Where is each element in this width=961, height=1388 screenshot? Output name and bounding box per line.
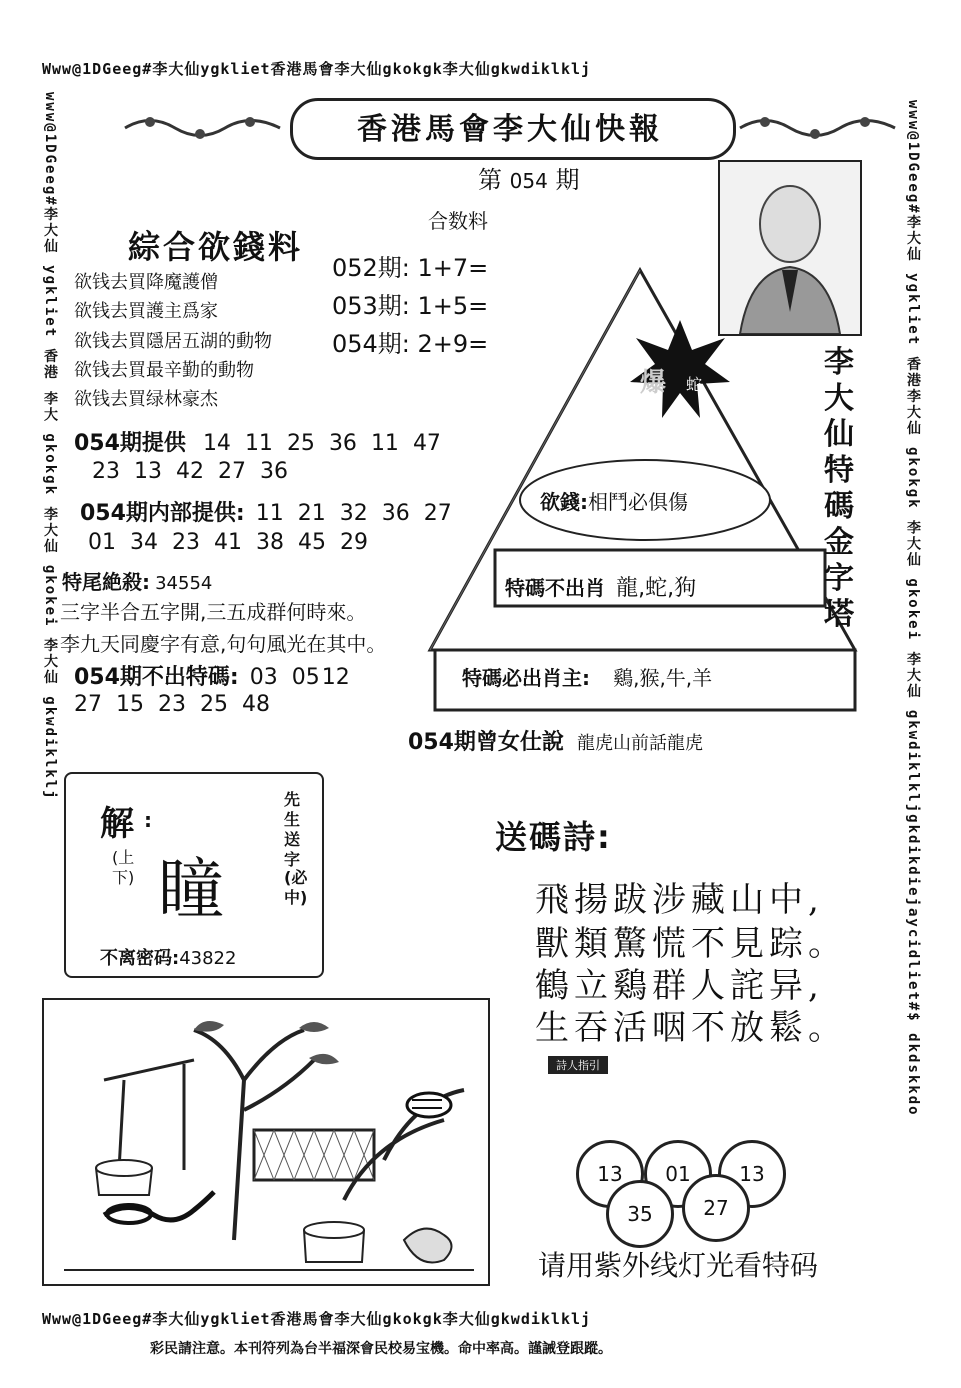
illustration-frame — [42, 998, 490, 1286]
pyramid-side-title: 李大仙特碼金字塔 — [824, 345, 854, 632]
ring-number: 35 — [606, 1180, 674, 1248]
rings-group — [570, 1140, 870, 1250]
burst-small-text: 蛇 — [686, 375, 703, 394]
page-title: 香港馬會李大仙快報 — [357, 112, 663, 147]
song-title: 送碼詩: — [495, 818, 612, 856]
provide-row-2: 23 13 42 27 36 — [92, 459, 288, 484]
riddle-right-label: 先生送字 — [284, 790, 301, 869]
heshu-line-052: 052期: 1+7= — [332, 254, 489, 282]
riddle-big-char: 瞳 — [158, 851, 224, 928]
zonghe-item: 欲钱去買最辛勤的動物 — [74, 360, 254, 381]
top-border-text: Www@1DGeeg#李大仙ygkliet香港馬會李大仙gkokgk李大仙gkwdiklklj — [42, 60, 592, 78]
tail-kill: 特尾絶殺: 34554 — [62, 570, 213, 594]
zonghe-title: 綜合欲錢料 — [128, 228, 304, 266]
song-line: 生吞活咽不放鬆。 — [535, 1008, 847, 1048]
zeng-saying: 054期曾女仕說 龍虎山前話龍虎 — [408, 730, 704, 755]
pyramid-want: 欲錢:相鬥必俱傷 — [540, 490, 688, 514]
burst-text: 爆 — [640, 368, 667, 398]
heshu-line-053: 053期: 1+5= — [332, 292, 489, 320]
song-line: 鶴立鷄群人詫异, — [535, 966, 824, 1006]
riddle-updown: (上下) — [112, 848, 135, 887]
ring-number: 13 — [718, 1140, 786, 1208]
song-line: 飛揚跋涉藏山中, — [535, 880, 824, 920]
vine-right-decoration — [735, 108, 905, 148]
left-border-text: www@1DGeeg#李大仙 ygkliet 香港 李大 gkokgk 李大仙 gkokei 李大仙 gkwdiklklj — [42, 92, 58, 801]
bottom-border-text: Www@1DGeeg#李大仙ygkliet香港馬會李大仙gkokgk李大仙gkwdiklklj — [42, 1310, 592, 1328]
vine-left-decoration — [120, 108, 290, 148]
riddle-right-note: (必中) — [284, 868, 308, 907]
zonghe-item: 欲钱去買绿林豪杰 — [74, 389, 218, 410]
ring-number: 13 — [576, 1140, 644, 1208]
no-special-row-1: 054期不出特碼: 03 0512 — [74, 665, 350, 690]
ring-number: 01 — [644, 1140, 712, 1208]
poem-line: 三字半合五字開,三五成群何時來。 — [60, 600, 367, 624]
song-line: 獸類驚慌不見踪。 — [535, 924, 847, 964]
footer-notice: 彩民請注意。本刊符列為台半福深會民校易宝機。命中率高。謹誡登跟蹤。 — [150, 1341, 612, 1357]
zonghe-item: 欲钱去買隱居五湖的動物 — [74, 331, 272, 352]
poem-line: 李九天同慶字有意,句句風光在其中。 — [60, 632, 387, 656]
issue-number: 第 054 期 — [478, 166, 580, 194]
right-border-text: www@1DGeeg#李大仙 ygkliet 香港李大仙 gkokgk 李大仙 gkokei 李大仙 gkwdiklkljgkdikdiejaycidliet#$ dkdskkdo — [905, 100, 921, 1117]
ring-number: 27 — [682, 1174, 750, 1242]
internal-row-2: 01 34 23 41 38 45 29 — [88, 530, 368, 555]
uv-note: 请用紫外线灯光看特码 — [538, 1249, 819, 1282]
heshu-label: 合数料 — [428, 209, 488, 233]
pyramid-must: 特碼必出肖主: 鷄,猴,牛,羊 — [462, 666, 713, 690]
pyramid-not: 特碼不出肖 龍,蛇,狗 — [505, 576, 697, 601]
scene-illustration — [44, 1000, 488, 1284]
riddle-jie: 解 — [100, 804, 134, 844]
zonghe-item: 欲钱去買護主爲家 — [74, 301, 218, 322]
heshu-line-054: 054期: 2+9= — [332, 330, 489, 358]
provide-row-1: 054期提供 14 11 25 36 11 47 — [74, 431, 441, 456]
zonghe-item: 欲钱去買降魔護僧 — [74, 272, 218, 293]
riddle-secret: 不离密码:43822 — [100, 948, 237, 969]
no-special-row-2: 27 15 23 25 48 — [74, 692, 270, 717]
song-stamp: 詩人指引 — [548, 1056, 608, 1074]
internal-row-1: 054期内部提供: 11 21 32 36 27 — [80, 501, 452, 526]
riddle-colon: : — [144, 808, 152, 832]
